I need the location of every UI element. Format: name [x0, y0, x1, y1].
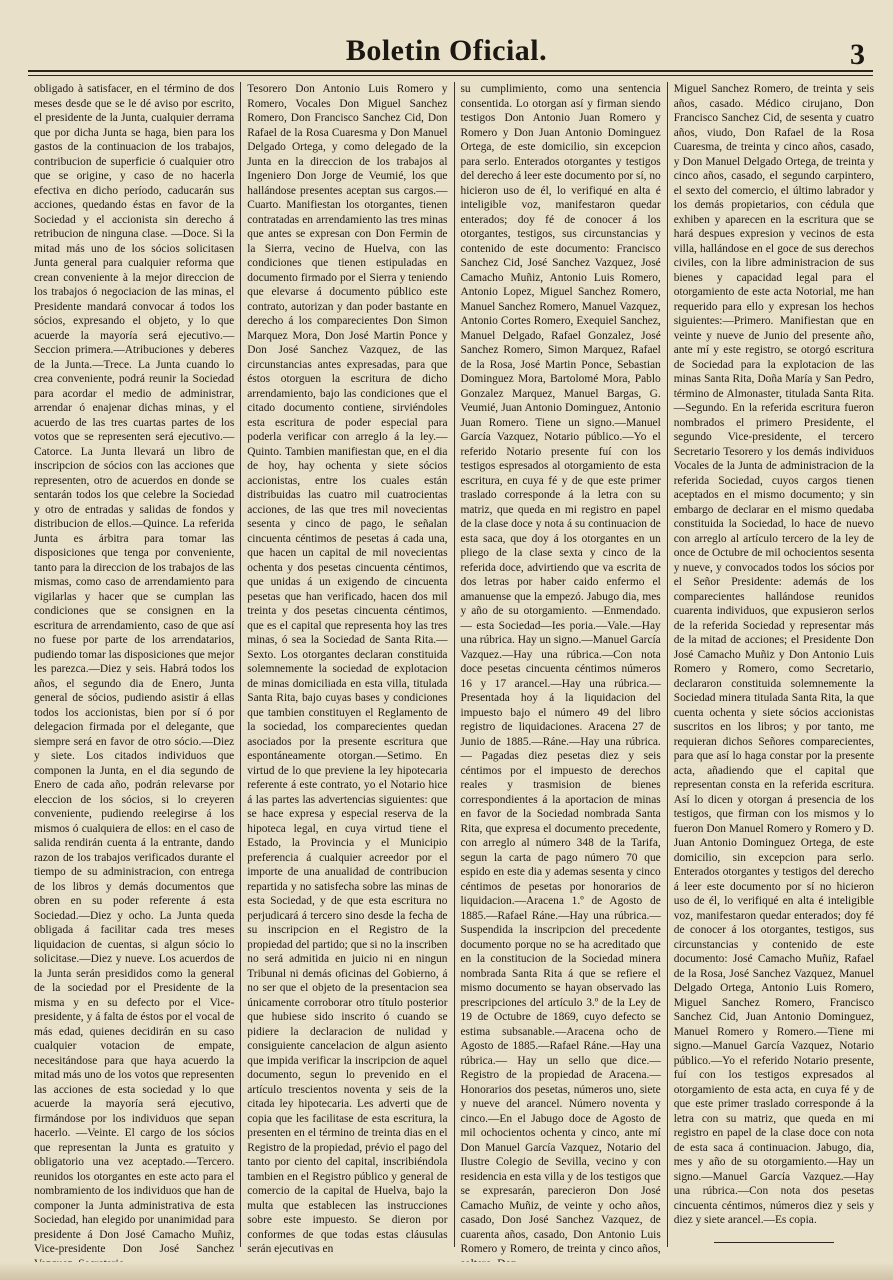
column-1	[28, 82, 240, 1255]
column-4	[667, 82, 880, 1247]
column-3	[454, 82, 667, 1255]
column-text: su cumplimiento, como una sentencia consentida. Lo otorgan así y firman siendo testigos Don Antonio Juan Romero y Romero y Don Juan Antonio Dominguez Ortega, de este domicilio, sin excepcion para serlo. Enterados otorgantes y testigos del derecho á leer este documento por sí, no hicieron uso de él, lo verifiqué en alta é inteligible voz, manifestaron quedar enterados; doy fé de conocer á los otorgantes, testigos, sus circunstancias y contenido de este documento: Francisco Sanchez Cid, José Sanchez Vazquez, José Camacho Muñiz, Antonio Luis Romero, Antonio Lopez, Miguel Sanchez Romero, Manuel Sanchez Romero, Manuel Vazquez, Antonio Cortes Romero, Exequiel Sanchez, Manuel Delgado, Rafael Gonzalez, José Sanchez Romero, Simon Marquez, Rafael de la Rosa, José Martin Ponce, Sebastian Dominguez Mora, Bartolomé Mora, Pablo Gonzalez Marquez, Manuel Bargas, G. Veumié, Juan Antonio Dominguez, Antonio Juan Romero. Tiene un signo.—Manuel García Vazquez, Notario público.—Yo el referido Notario presente fuí con los testigos espresados al otorgamiento de esta escritura, en cuya fé y de que este primer traslado corresponde á la letra con su matriz, que queda en mi registro en papel de la clase doce y nota á su continuacion de esta saca, que doy á los otorgantes en un pliego de la clase sexta y cinco de la referida doce, advirtiendo que va escrita de dos letras por haber caido enfermo el amanuense que la empezó. Jabugo dia, mes y año de su otorgamiento. —Enmendado.— esta Sociedad—Ies poria.—Vale.—Hay una rúbrica. Hay un signo.—Manuel García Vazquez.—Hay una rúbrica.—Con nota doce pesetas cincuenta céntimos números 16 y 17 arancel.—Hay una rúbrica.— Presentada hoy á la liquidacion del impuesto bajo el número 49 del libro registro de liquidaciones. Aracena 27 de Junio de 1885.—Ráne.—Hay una rúbrica.— Pagadas diez pesetas diez y seis céntimos por el impuesto de derechos reales y trasmision de bienes correspondientes á la aportacion de minas en favor de la Sociedad nombrada Santa Rita, que expresa el documento precedente, con arreglo al número 348 de la Tarifa, segun la carta de pago número 70 que espido en este dia y ademas sesenta y cinco céntimos de pesetas por honorarios de liquidacion.—Aracena 1.º de Agosto de 1885.—Rafael Ráne.—Hay una rúbrica.—Suspendida la inscripcion del precedente documento porque no se ha acreditado que en la constitucion de la Sociedad minera nombrada Santa Rita á que se refiere el mismo documento se hayan observado las prescripciones del artículo 3.º de la Ley de 19 de Octubre de 1869, cuyo defecto se estima subsanable.—Aracena ocho de Agosto de 1885.—Rafael Ráne.—Hay una rúbrica.— Hay un sello que dice.—Registro de la propiedad de Aracena.—Honorarios dos pesetas, números uno, siete y nueve del arancel. Número noventa y cinco.—En el Jabugo doce de Agosto de mil ochocientos ochenta y cinco, ante mí Don Manuel García Vazquez, Notario del Ilustre Colegio de Sevilla, vecino y con residencia en esta villa y de los testigos que se expresarán, parecieron Don José Camacho Muñiz, de veinte y ocho años, casado, Don José Sanchez Vazquez, de cuarenta años, casado, Don Antonio Luis Romero y Romero, de treinta y cinco años,	[460, 83, 661, 1255]
header-rule	[28, 70, 873, 72]
column-2	[240, 82, 453, 1255]
column-text: obligado à satisfacer, en el término de dos meses desde que se le dé aviso por escrito, el presidente de la Junta, cualquier derrama que por dicha Junta se haga, bien para los gastos de la continuacion de los trabajos, contribucion de superficie ó cualquier otro que se origine, y caso de no hacerla efectiva en dicho período, caducarán sus acciones, quedando éstas en favor de la Sociedad y el accionista sin derecho á retribucion de ninguna clase. —Doce. Si la mitad más uno de los sócios solicitasen Junta general para cualquier reforma que crean conveniente à la mejor direccion de los trabajos ó negociacion de las minas, el Presidente mandará convocar á todos los sócios, expresando el objeto, y lo que acuerde la mayoría será ejecutivo.—Seccion primera.—Atribuciones y deberes de la Junta.—Trece. La Junta cuando lo crea conveniente, podrá reunir la Sociedad para acordar el medio de administrar, arrendar ó enajenar dichas minas, y el acuerdo de las tres cuartas partes de los votos que se representen será ejecutivo.—Catorce. La Junta llevará un libro de inscripcion de sócios con las acciones que representen, otro de acuerdos en donde se sentarán todos los que celebre la Sociedad y otro de entradas y salidas de fondos y distribucion de ellos.—Quince. La referida Junta es árbitra para tomar las disposiciones que tenga por conveniente, tanto para la direccion de los trabajos de las mismas, como caso de arrendamiento para vigilarlas y hacer que se cumplan las condiciones que se consignen en la escritura de arrendamiento, caso de que así no fuese por parte de los arrendatarios, pudiendo tomar las disposiciones que mejor les parezca.—Diez y seis. Habrá todos los años, el segundo dia de Enero, Junta general de sócios, pudiendo asistir á ellas todos los accionistas, bien por sí ó por delegacion firmada por el delegante, que siempre será en favor de otro sócio.—Diez y siete. Los citados individuos que componen la Junta, en el dia segundo de Enero de cada año, podrán relevarse por eleccion de los sócios, si lo creyeren conveniente, pudiendo reelegirse á los mismos ó cualquiera de ellos: en el caso de salida rendirán cuenta á la entrante, dando razon de los trabajos verificados durante el tiempo de su administracion, con entrega de los libros y demás documentos que obren en su poder referente á esta Sociedad.—Diez y ocho. La Junta queda obligada á facilitar cada tres meses liquidacion de cuentas, si algun sócio lo solicitase.—Diez y nueve. Los acuerdos de la Junta serán presididos como la general de la sociedad por el Presidente de la misma y en su defecto por el Vice-presidente, y á falta de éstos por el vocal de más edad, quienes decidirán en su caso cualquier votacion de empate, necesitándose para que haya acuerdo la mitad más uno de los votos que representen las acciones de esta sociedad y lo que acuerde la mayoría será ejecutivo, firmándose por los individuos que sepan hacerlo. —Veinte. El cargo de los sócios que representan la Junta es gratuito y obligatorio una vez aceptado.—Tercero. reunidos los otorgantes en este acto para el nombramiento de los individuos que han de componer la Junta administrativa de esta Sociedad, han elegido por unanimidad para presidente á Don José Camacho Muñiz, Vice-presidente Don José Sanchez	[34, 83, 235, 1255]
column-text: Miguel Sanchez Romero, de treinta y seis años, casado. Médico cirujano, Don Francisco Sanchez Cid, de sesenta y cuatro años, viudo, Don Rafael de la Rosa Cuaresma, de treinta y cinco años, casado, y Don Manuel Delgado Ortega, de treinta y cinco años, casado, el segundo carpintero, el sexto del comercio, el último labrador y los demás propietarios, con cédula que exhiben y aparecen en la escritura que se hará despues expresion y vecinos de esta villa, hallándose en el goce de sus derechos civiles, con la libre administracion de sus bienes y capacidad legal para el otorgamiento de este acta Notorial, me han requerido para ello y expresan los hechos siguientes:—Primero. Manifiestan que en veinte y nueve de Junio del presente año, ante mí y este registro, se otorgó escritura de Sociedad para la explotacion de las minas Santa Rita, Doña María y San Pedro, término de Almonaster, titulada Santa Rita.—Segundo. En la referida escritura fueron nombrados el primero Presidente, el segundo Vice-presidente, el tercero Secretario Tesorero y los demás individuos Vocales de la Junta de administracion de la referida Sociedad, cuyos cargos tienen aceptados en el mismo documento; y sin embargo de declarar en el mismo quedaba constituida la Sociedad, lo hace de nuevo con arreglo al artículo tercero de la ley de once de Octubre de mil ochocientos sesenta y nueve, y convocados todos los sócios por el Señor Presidente: además de los comparecientes hallándose reunidos cuarenta individuos, que expusieron serlos de la referida Sociedad y representar más de la mitad de acciones; el Presidente Don José Camacho Muñiz y Don Antonio Luis Romero y Romero, como Secretario, declararon constituida solemnemente la Sociedad minera titulada Santa Rita, la que cuenta ochenta y siete sócios accionistas suscritos en los libros; y por tanto, me requieran dichos Señores comparecientes, para que así lo haga constar por la presente acta, añadiendo que el capital que representan consta en la referida escritura. Así lo dicen y otorgan á presencia de los testigos, que firman con los mismos y lo fueron Don Manuel Romero y Romero y D. Juan Antonio Dominguez Ortega, de este domicilio, sin excepcion para serlo. Enterados otorgantes y testigos del derecho á leer este documento por sí no hicieron uso de él, lo verifiqué en alta é inteligible voz, manifestaron quedar enterados; doy fé de conocer á los otorgantes, testigos, sus circunstancias y contenido de este documento: José Camacho Muñiz, Rafael de la Rosa, José Sanchez Vazquez, Manuel Delgado Ortega, Antonio Luis Romero, Miguel Sanchez Romero, Francisco Sanchez Cid, Juan Antonio Dominguez, Manuel Romero y Romero.—Tiene mi signo.—Manuel García Vazquez, Notario público.—Yo el referido Notario presente, fuí con los testigos expresados al otorgamiento de esta acta, en cuya fé y de que este primer traslado corresponde á la letra con su matriz, que queda en mi registro en papel de la clase doce con nota de esta saca á continuacion. Jabugo, dia, mes y año de su otorgamiento.—Hay un signo.—Manuel García Vazquez.—Hay una rúbrica.—Con nota dos pesetas cincuenta céntimos, números diez y seis y diez y siete arancel.—Es copia.	[673, 83, 874, 1226]
end-rule	[714, 1242, 834, 1243]
column-text: Tesorero Don Antonio Luis Romero y Romero, Vocales Don Miguel Sanchez Romero, Don Francisco Sanchez Cid, Don Rafael de la Rosa Cuaresma y Don Manuel Delgado Ortega, y como delegado de la Junta en la direccion de los trabajos al Ingeniero Don Jorge de Veumié, los que hallándose presentes aceptan sus cargos.—Cuarto. Manifiestan los otorgantes, tienen contratadas en arrendamiento las tres minas que antes se expresan con Don Fermin de la Sierra, vecino de Huelva, con las condiciones que tienen estipuladas en documento firmado por el Sierra y teniendo que elevarse á documento público este contrato, autorizan y dan poder bastante en derecho á los comparecientes Don Simon Marquez Mora, Don José Martin Ponce y Don José Sanchez Vazquez, de las circunstancias antes expresadas, para que éstos otorguen la escritura de dicho arrendamiento, bajo las condiciones que el citado documento contiene, sirviéndoles esta escritura de poder especial para poderla verificar con arreglo á la ley.—Quinto. Tambien manifiestan que, en el dia de hoy, hay ochenta y siete sócios accionistas, entre los cuales están distribuidas las cuatro mil cuatrocientas acciones, de las que tres mil novecientas sesenta y cinco de pago, le señalan cincuenta céntimos de pesetas á cada una, que hacen un capital de mil novecientas ochenta y dos pesetas cincuenta céntimos, que unidas á un exigendo de cincuenta pesetas que han verificado, hacen dos mil treinta y dos pesetas cincuenta céntimos, que es el capital que representa hoy las tres minas, ó sea la Sociedad de Santa Rita.—Sexto. Los otorgantes declaran constituida solemnemente la sociedad de explotacion de minas domiciliada en esta villa, titulada Santa Rita, bajo cuyas bases y condiciones que tambien constituyen el Reglamento de la sociedad, los comparecientes quedan asociados por la presente escritura que espontáneamente otorgan.—Setimo. En virtud de lo que previene la ley hipotecaria referente á este contrato, yo el Notario hice á las partes las advertencias siguientes: que se hace expresa y especial reserva de la hipoteca legal, en cuya virtud tiene el Estado, la Provincia y el Municipio preferencia á cualquier acreedor por el importe de una anualidad de contribucion repartida y no satisfecha sobre las minas de esta Sociedad, y de que esta escritura no perjudicará á tercero sino desde la fecha de su inscripcion en el Registro de la propiedad del partido; que si no la inscriben no será admitida en juicio ni en ningun Tribunal ni demás oficinas del Gobierno, á no ser que el objeto de la presentacion sea únicamente corroborar otro título posterior que hubiese sido inscrito ó cuando se pidiere la declaracion de nulidad y consiguiente cancelacion de algun asiento que impida verificar la inscripcion de aquel documento, segun lo prevenido en el artículo trescientos noventa y seis de la citada ley hipotecaria. Les adverti que de copia que les facilitase de esta escritura, la presenten en el término de treinta dias en el Registro de la propiedad, prévio el pago del tanto por ciento del capital, inscribiéndola tambien en el Registro público y general de comercio de la capital de Huelva, bajo la multa que establecen las instrucciones sobre este impuesto. Se dieron por conformes de que todas estas cláusulas serán ejecutivas en	[247, 83, 448, 1255]
page-title: Boletin Oficial.	[345, 34, 548, 67]
page-edge	[0, 1262, 893, 1280]
page-number: 3	[850, 38, 865, 71]
text-columns	[28, 82, 880, 1255]
header-rule-thin	[28, 75, 873, 76]
